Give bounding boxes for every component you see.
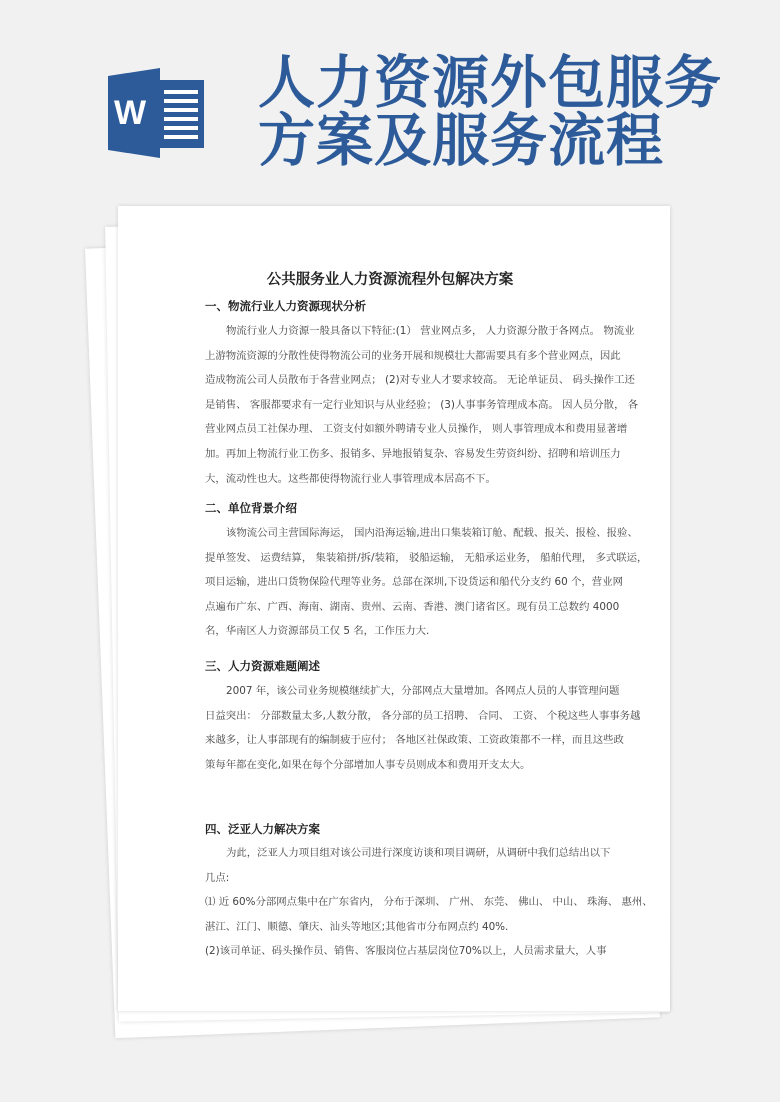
text-line: 上游物流资源的分散性使得物流公司的业务开展和规模壮大都需要具有多个营业网点，因此: [205, 349, 621, 362]
section-heading: 三、人力资源难题阐述: [205, 659, 320, 673]
text-line: 几点:: [205, 871, 230, 884]
section-paragraph: [205, 679, 640, 777]
text-line: 是销售、 客服都要求有一定行业知识与从业经验； (3)人事事务管理成本高。 因人员分散， 各: [205, 398, 639, 411]
section-paragraph: [205, 319, 638, 491]
text-line: 策每年都在变化,如果在每个分部增加人事专员则成本和费用开支太大。: [205, 758, 531, 771]
text-line: 名，华南区人力资源部员工仅 5 名，工作压力大.: [205, 625, 430, 638]
section-paragraph: [205, 841, 653, 964]
section-paragraph: [205, 521, 647, 644]
text-line: 物流行业人力资源一般具备以下特征:(1） 营业网点多， 人力资源分散于各网点。 物流业: [226, 325, 635, 337]
headline-line-1: 人力资源外包服务: [258, 49, 722, 116]
text-line: 项目运输，进出口货物保险代理等业务。总部在深圳,下设货运和船代分支约 60 个，营业网: [205, 576, 623, 589]
text-line: 来越多，让人事部现有的编制疲于应付； 各地区社保政策、工资政策都不一样，而且这些政: [205, 734, 624, 747]
text-line: 2007 年，该公司业务规模继续扩大，分部网点大量增加。各网点人员的人事管理问题: [226, 685, 620, 697]
text-line: 点遍布广东、广西、海南、湖南、贵州、云南、香港、澳门诸省区。现有员工总数约 4000: [205, 600, 620, 613]
svg-text:W: W: [113, 94, 147, 132]
text-line: 大，流动性也大。这些都使得物流行业人事管理成本居高不下。: [205, 472, 496, 485]
text-line: 营业网点员工社保办理、 工资支付如额外聘请专业人员操作， 则人事管理成本和费用显著增: [205, 423, 628, 436]
text-line: 加。再加上物流行业工伤多、报销多、异地报销复杂、容易发生劳资纠纷、招聘和培训压力: [205, 447, 621, 460]
text-line: 提单签发、 运费结算， 集装箱拼/拆/装箱， 驳船运输， 无船承运业务， 船舶代理， 多式联运，: [205, 551, 648, 564]
text-line: ⑴ 近 60%分部网点集中在广东省内， 分布于深圳、 广州、 东莞、 佛山、 中山、 珠海、 惠州、: [205, 896, 653, 909]
text-line: (2)该司单证、码头操作员、销售、客服岗位占基层岗位70%以上，人员需求量大，人事: [205, 945, 607, 958]
section-heading: 二、单位背景介绍: [205, 501, 297, 515]
document-title: 公共服务业人力资源流程外包解决方案: [266, 272, 514, 288]
text-line: 造成物流公司人员散布于各营业网点； (2)对专业人才要求较高。 无论单证员、 码头操作工还: [205, 374, 635, 387]
headline-line-2: 方案及服务流程: [258, 107, 664, 174]
text-line: 湛江、江门、顺德、肇庆、汕头等地区;其他省市分布网点约 40%.: [205, 920, 509, 933]
text-line: 该物流公司主营国际海运， 国内沿海运输,进出口集装箱订舱、配载、报关、报检、报验、: [226, 527, 638, 539]
text-line: 日益突出： 分部数量太多,人数分散， 各分部的员工招聘、 合同、 工资、 个税这些人事事务越: [205, 709, 641, 722]
section-heading: 一、物流行业人力资源现状分析: [205, 299, 366, 313]
section-heading: 四、泛亚人力解决方案: [205, 822, 320, 836]
text-line: 为此，泛亚人力项目组对该公司进行深度访谈和项目调研，从调研中我们总结出以下: [226, 847, 611, 859]
